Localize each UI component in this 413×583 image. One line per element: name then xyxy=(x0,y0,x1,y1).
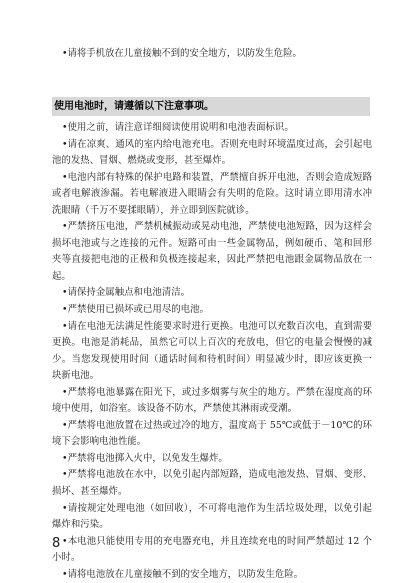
precaution-item: •严禁将电池掷入火中，以免发生爆炸。 xyxy=(62,452,228,464)
precaution-item: •严禁使用已损坏或已用尽的电池。 xyxy=(62,304,209,316)
precaution-item: •请在凉爽、通风的室内给电池充电。否则充电时环境温度过高，会引起电池的发热、冒烟、燃烧或变形，甚至爆炸。 xyxy=(52,138,372,167)
top-safety-item: •请将手机放在儿童接触不到的安全地方，以防发生危险。 xyxy=(62,48,302,60)
precaution-item: •严禁将电池放在水中，以免引起内部短路，造成电池发热、冒烟、变形、损坏、甚至爆炸。 xyxy=(52,469,372,498)
precaution-item: •电池内部有特殊的保护电路和装置，严禁擅自拆开电池，否则会造成短路或者电解液渗漏。若电解液进入眼睛会有失明的危险。这时请立即用清水冲洗眼睛（千万不要揉眼睛），并立即到医院就诊。 xyxy=(52,171,372,216)
precaution-item: •请将电池放在儿童接触不到的安全地方，以防发生危险。 xyxy=(62,568,304,580)
precaution-item: •严禁将电池暴露在阳光下，或过多烟雾与灰尘的地方。严禁在湿度高的环境中使用，如浴室。该设备不防水，严禁使其淋雨或受潮。 xyxy=(52,386,372,415)
precaution-item: •使用之前，请注意详细阅读使用说明和电池表面标识。 xyxy=(62,122,294,133)
section-header: 使用电池时，请遵循以下注意事项。 xyxy=(52,97,370,116)
precaution-item: •本电池只能使用专用的充电器充电，并且连续充电的时间严禁超过 12 个小时。 xyxy=(52,535,372,564)
precaution-item: •请保持金属触点和电池清洁。 xyxy=(62,287,191,299)
battery-precautions-list xyxy=(52,120,372,583)
precaution-item: •请在电池无法满足性能要求时进行更换。电池可以充数百次电，直到需要更换。电池是消耗品，虽然它可以上百次的充放电，但它的电量会慢慢的减少。当您发现使用时间（通话时间和待机时间）明显减少时，即应该更换一块新电池。 xyxy=(52,320,372,382)
precaution-item: •请按规定处理电池（如回收），不可将电池作为生活垃圾处理，以免引起爆炸和污染。 xyxy=(52,502,372,531)
precaution-item: •严禁将电池放置在过热或过冷的地方，温度高于 55℃或低于－10℃的环境下会影响电池性能。 xyxy=(52,419,372,448)
page-number: 8 xyxy=(52,536,61,551)
precaution-item: •严禁挤压电池，严禁机械振动或晃动电池，严禁使电池短路，因为这样会损坏电池或与之连接的元件。短路可由一些金属物品，例如硬币、笔和回形夹等直接把电池的正极和负极连接起来，因此严禁把电池跟金属物品放在一起。 xyxy=(52,221,372,282)
